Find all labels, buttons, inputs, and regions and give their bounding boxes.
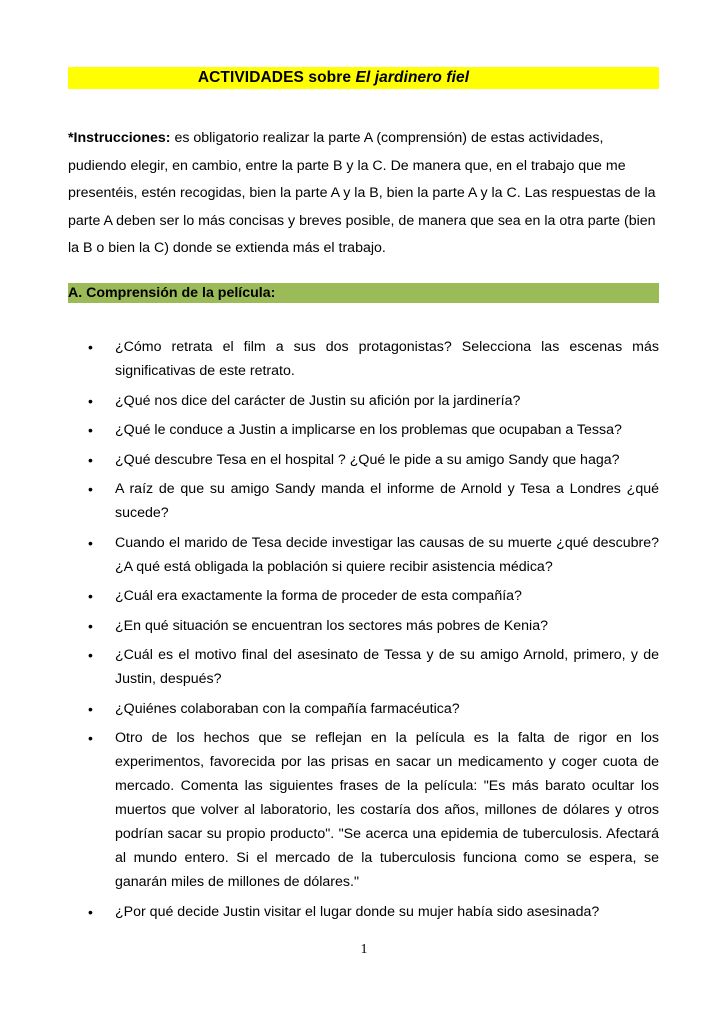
list-item xyxy=(68,418,659,442)
question-text: ¿Quiénes colaboraban con la compañía farmacéutica? xyxy=(115,700,460,717)
title-prefix: ACTIVIDADES sobre xyxy=(197,69,356,86)
bullet-icon: • xyxy=(88,451,93,468)
section-a-heading: A. Comprensión de la película: xyxy=(68,283,659,303)
page-number: 1 xyxy=(360,942,368,957)
bullet-icon: • xyxy=(88,392,93,409)
bullet-icon: • xyxy=(88,617,93,634)
list-item xyxy=(68,335,659,383)
question-text: ¿Por qué decide Justin visitar el lugar donde su mujer había sido asesinada? xyxy=(115,903,600,920)
list-item xyxy=(68,726,659,894)
list-item xyxy=(68,531,659,579)
bullet-icon: • xyxy=(88,481,93,497)
list-item xyxy=(68,697,659,721)
bullet-icon: • xyxy=(88,730,93,746)
instructions-lead: *Instrucciones: xyxy=(68,130,171,146)
question-text: ¿Qué le conduce a Justin a implicarse en los problemas que ocupaban a Tessa? xyxy=(115,422,622,438)
bullet-icon: • xyxy=(88,422,93,438)
list-item xyxy=(68,900,659,924)
bullet-icon: • xyxy=(88,647,93,663)
question-text: ¿En qué situación se encuentran los sectores más pobres de Kenia? xyxy=(115,617,548,634)
list-item xyxy=(68,614,659,638)
question-text: ¿Qué descubre Tesa en el hospital ? ¿Qué le pide a su amigo Sandy que haga? xyxy=(115,451,620,468)
bullet-icon: • xyxy=(88,588,93,604)
question-text: Otro de los hechos que se reflejan en la película es la falta de rigor en los experimentos, favorecida por las prisas en sacar un medicamento y coger cuota de mercado. Comenta las siguientes frases de la película: "Es más barato ocultar los muertos que volver al laboratorio, les costaría dos años, millones de dólares y otros podrían sacar su propio producto". "Se acerca una epidemia de tuberculosis. Afectará al mundo entero. Si el mercado de la tuberculosis funciona como se espera, se ganarán miles de millones de dólares." xyxy=(115,730,659,890)
title-film-name: El jardinero fiel xyxy=(355,69,470,86)
question-text: A raíz de que su amigo Sandy manda el informe de Arnold y Tesa a Londres ¿qué sucede? xyxy=(115,481,659,521)
bullet-icon: • xyxy=(88,339,93,355)
list-item xyxy=(68,389,659,413)
bullet-icon: • xyxy=(88,700,93,717)
question-text: ¿Cuál es el motivo final del asesinato de Tessa y de su amigo Arnold, primero, y de Justin, después? xyxy=(115,647,659,687)
instructions-text: es obligatorio realizar la parte A (comprensión) de estas actividades, pudiendo elegir, en cambio, entre la parte B y la C. De manera que, en el trabajo que me presentéis, estén recogidas, bien la parte A y la B, bien la parte A y la C. Las respuestas de la parte A deben ser lo más concisas y breves posible, de manera que sea en la otra parte (bien la B o bien la C) donde se extienda más el trabajo. xyxy=(68,130,656,256)
list-item xyxy=(68,643,659,691)
question-text: ¿Cómo retrata el film a sus dos protagonistas? Selecciona las escenas más significativas de este retrato. xyxy=(115,339,659,379)
question-text: ¿Qué nos dice del carácter de Justin su afición por la jardinería? xyxy=(115,392,521,409)
list-item xyxy=(68,584,659,608)
document-title xyxy=(68,67,659,89)
questions-list xyxy=(68,335,659,929)
bullet-icon: • xyxy=(88,903,93,920)
question-text: ¿Cuál era exactamente la forma de proceder de esta compañía? xyxy=(115,588,522,604)
list-item xyxy=(68,448,659,472)
list-item xyxy=(68,477,659,525)
bullet-icon: • xyxy=(88,534,93,551)
instructions-paragraph xyxy=(68,125,663,263)
question-text: Cuando el marido de Tesa decide investigar las causas de su muerte ¿qué descubre? ¿A qué está obligada la población si quiere recibir asistencia médica? xyxy=(115,534,659,575)
